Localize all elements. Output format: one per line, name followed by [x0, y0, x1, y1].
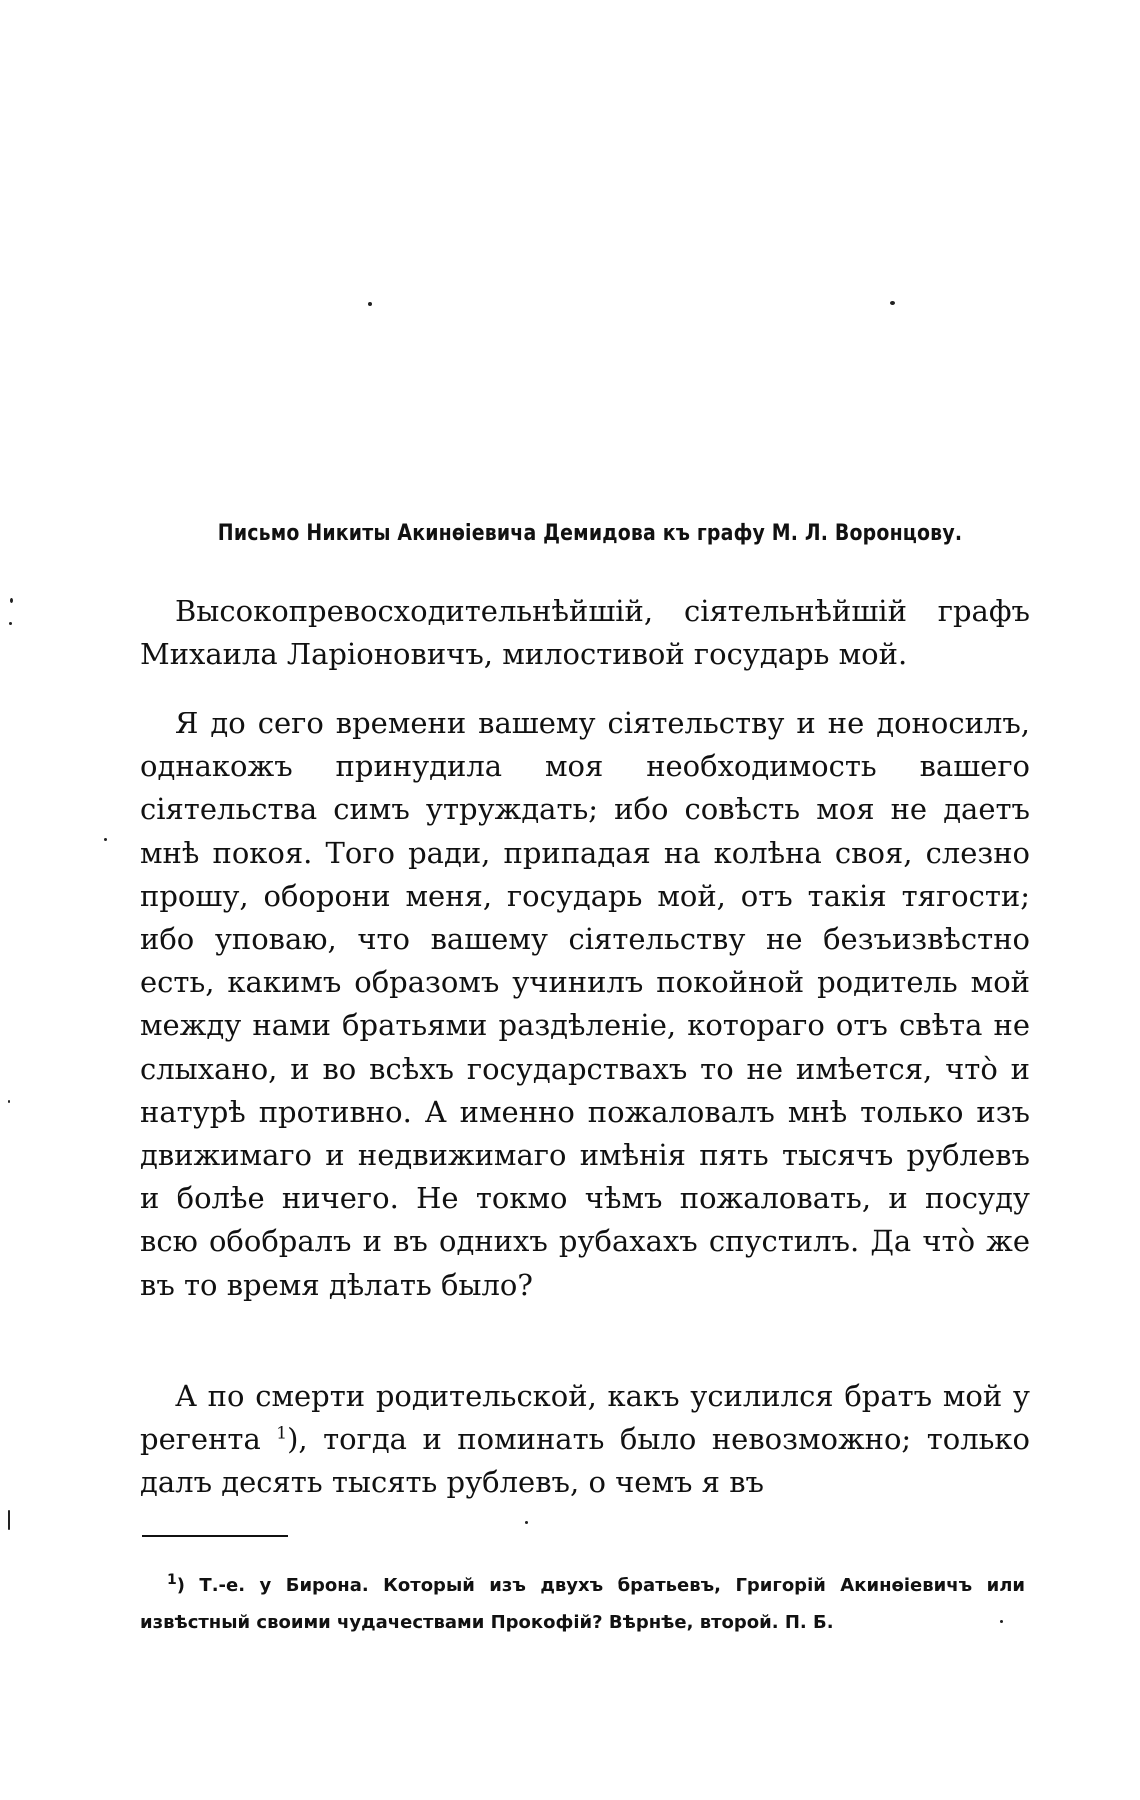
scan-speck — [1000, 1620, 1003, 1623]
scan-speck — [104, 838, 107, 841]
letter-title: Письмо Никиты Акинѳіевича Демидова къ графу М. Л. Воронцову. — [217, 521, 963, 546]
scan-speck — [8, 1100, 10, 1103]
scan-speck — [525, 1521, 528, 1524]
paragraph-2 — [140, 1375, 1030, 1505]
paragraph-2-text-end: ), тогда и поминать было невозможно; только далъ десять тысять рублевъ, о чемъ я въ — [140, 1422, 1030, 1500]
scan-speck — [8, 1510, 10, 1530]
footnote-mark: 1 — [167, 1572, 177, 1588]
scan-speck — [890, 301, 895, 305]
scan-speck — [9, 622, 12, 625]
footnote — [140, 1567, 1025, 1641]
footnote-text: ) Т.-е. у Бирона. Который изъ двухъ братьевъ, Григорій Акинѳіевичъ или извѣстный своими чудачествами Прокофій? Вѣрнѣе, второй. П. Б. — [140, 1575, 1025, 1633]
scan-speck — [10, 598, 13, 603]
footnote-reference: 1 — [276, 1423, 288, 1444]
scan-speck — [368, 302, 372, 306]
salutation: Высокопревосходительнѣйшій, сіятельнѣйшій графъ Михаила Ларіоновичъ, милостивой государь мой. — [140, 594, 1030, 672]
footnote-divider — [142, 1535, 288, 1537]
paragraph-2-text-start: А по смерти родительской, какъ усилился братъ мой у регента — [140, 1379, 1030, 1457]
paragraph-1: Я до сего времени вашему сіятельству и не доносилъ, однакожъ принудила моя необходимость вашего сіятельства симъ утруждать; ибо совѣсть моя не даетъ мнѣ покоя. Того ради, припадая на колѣна своя, слезно прошу, оборони меня, государь мой, отъ такія тягости; ибо уповаю, что вашему сіятельству не безъизвѣстно есть, какимъ образомъ учинилъ покойной родитель мой между нами братьями раздѣленіе, котораго отъ свѣта не слыхано, и во всѣхъ государствахъ то не имѣется, что̀ и натурѣ противно. А именно пожаловалъ мнѣ только изъ движимаго и недвижимаго имѣнія пять тысячъ рублевъ и болѣе ничего. Не токмо чѣмъ пожаловать, и посуду всю обобралъ и въ однихъ рубахахъ спустилъ. Да что̀ же въ то время дѣлать было? — [140, 706, 1030, 1302]
